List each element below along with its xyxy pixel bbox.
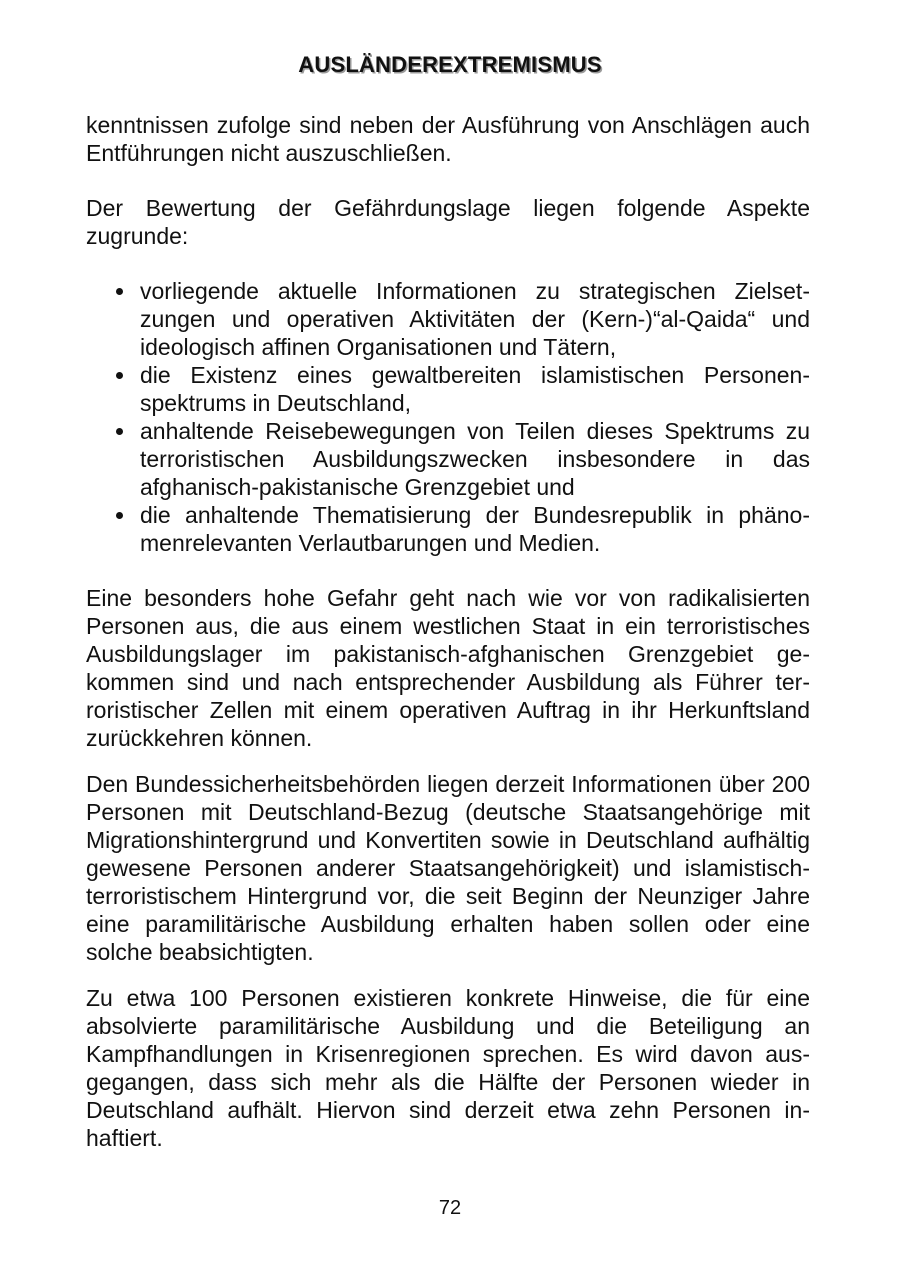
bullet-icon [116,512,123,519]
bullet-text: anhaltende Reisebewegungen von Teilen dieses Spektrums zu terroristischen Ausbildungszwecken insbesondere in das afghanisch-pakistanische Grenzgebiet und [140,418,810,500]
bullet-item [86,277,810,361]
paragraph-3: Eine besonders hohe Gefahr geht nach wie vor von radikalisierten Personen aus, die aus einem westlichen Staat in ein terroristisches Ausbildungslager im pakistanisch-afghanischen Grenzgebiet gekommen sind und nach entsprechender Ausbildung als Führer terroristischer Zellen mit einem operativen Auftrag in ihr Herkunftsland zurückkehren können. [86,585,810,751]
page-header-title: AUSLÄNDEREXTREMISMUS [298,52,602,77]
paragraph-4: Den Bundessicherheitsbehörden liegen derzeit Informationen über 200 Personen mit Deutschland-Bezug (deutsche Staatsangehörige mit Migrationshintergrund und Konvertiten sowie in Deutschland aufhältig gewesene Personen anderer Staatsangehörigkeit) und islamistisch-terroristischem Hintergrund vor, die seit Beginn der Neunziger Jahre eine paramilitärische Ausbildung erhalten haben sollen oder eine solche beabsichtigten. [86,771,810,965]
bullet-text: die anhaltende Thematisierung der Bundesrepublik in phänomenrelevanten Verlautbarungen und Medien. [140,502,810,556]
bullet-text: vorliegende aktuelle Informationen zu strategischen Zielsetzungen und operativen Aktivitäten der (Kern-)“al-Qaida“ und ideologisch affinen Organisationen und Tätern, [140,278,810,360]
bullet-icon [116,372,123,379]
bullet-icon [116,428,123,435]
paragraph-2: Der Bewertung der Gefährdungslage liegen folgende Aspekte zugrunde: [86,195,810,249]
bullet-list [86,277,810,557]
body-text [86,111,810,1152]
bullet-item [86,361,810,417]
paragraph-1: kenntnissen zufolge sind neben der Ausführung von Anschlägen auch Entführungen nicht auszuschließen. [86,112,810,166]
page-number: 72 [438,1197,462,1219]
bullet-text: die Existenz eines gewaltbereiten islamistischen Personenspektrums in Deutschland, [140,362,810,416]
bullet-item [86,417,810,501]
bullet-item [86,501,810,557]
bullet-icon [116,288,123,295]
paragraph-5: Zu etwa 100 Personen existieren konkrete Hinweise, die für eine absolvierte paramilitärische Ausbildung und die Beteiligung an Kampfhandlungen in Krisenregionen sprechen. Es wird davon ausgegangen, dass sich mehr als die Hälfte der Personen wieder in Deutschland aufhält. Hiervon sind derzeit etwa zehn Personen inhaftiert. [86,985,810,1151]
